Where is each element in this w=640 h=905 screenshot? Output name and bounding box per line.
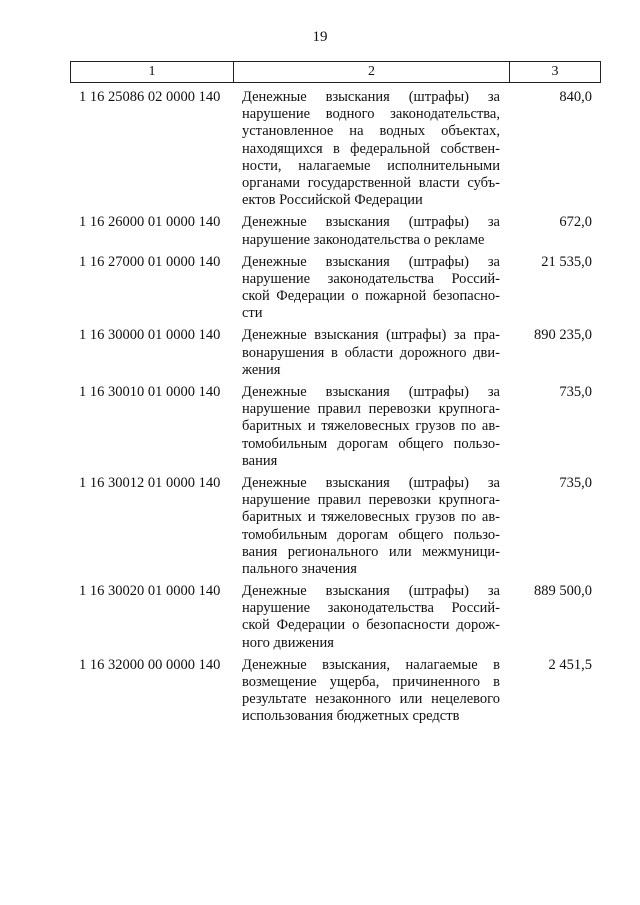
description-line: Денежные взыскания (штрафы) за пра- — [242, 327, 500, 344]
description-line: пального значения — [242, 560, 357, 577]
budget-code-cell: 1 16 30000 01 0000 140 — [79, 327, 221, 344]
description-cell — [233, 214, 500, 248]
description-line: ской Федерации о безопасности дорож- — [242, 617, 500, 634]
description-line: Денежные взыскания, налагаемые в — [242, 656, 500, 673]
description-line: нарушение законодательства Россий- — [242, 270, 500, 287]
description-cell — [233, 89, 500, 209]
description-line: Денежные взыскания (штрафы) за — [242, 384, 500, 400]
description-line: баритных и тяжеловесных грузов по ав- — [242, 418, 500, 435]
description-line: томобильным дорогам общего пользо- — [242, 526, 500, 543]
description-line: Денежные взыскания (штрафы) за — [242, 474, 500, 491]
table-row — [70, 89, 601, 209]
description-line: нарушение водного законодательства, — [242, 106, 500, 123]
table-body — [70, 89, 601, 731]
description-line: ности, налагаемые исполнительными — [242, 157, 500, 174]
budget-code-cell: 1 16 32000 00 0000 140 — [79, 656, 221, 673]
budget-code-cell: 1 16 30020 01 0000 140 — [79, 583, 221, 600]
amount-cell: 735,0 — [559, 384, 592, 400]
description-line: ного движения — [242, 634, 334, 651]
budget-code-cell: 1 16 30010 01 0000 140 — [79, 384, 221, 400]
description-line: вонарушения в области дорожного дви- — [242, 344, 500, 361]
amount-cell: 21 535,0 — [541, 253, 592, 270]
description-line: находящихся в федеральной собствен- — [242, 140, 500, 157]
table-row — [70, 583, 601, 652]
page-number: 19 — [312, 29, 328, 45]
description-line: органами государственной власти субъ- — [242, 174, 500, 191]
description-cell — [233, 657, 500, 726]
budget-code-cell: 1 16 30012 01 0000 140 — [79, 474, 221, 491]
description-cell — [233, 254, 500, 323]
description-line: томобильным дорогам общего пользо- — [242, 435, 500, 452]
table-row — [70, 327, 601, 379]
amount-cell: 889 500,0 — [534, 583, 592, 600]
table-row — [70, 254, 601, 323]
description-line: возмещение ущерба, причиненного в — [242, 674, 500, 690]
table-row — [70, 657, 601, 726]
description-line: установленное на водных объектах, — [242, 123, 500, 140]
description-line: нарушение законодательства о рекламе — [242, 231, 485, 248]
description-cell — [233, 384, 500, 470]
header-cell-description: 2 — [234, 62, 510, 82]
amount-cell: 2 451,5 — [548, 656, 592, 673]
description-line: результате незаконного или нецелевого — [242, 691, 500, 708]
description-line: использования бюджетных средств — [242, 708, 460, 725]
budget-code-cell: 1 16 27000 01 0000 140 — [79, 253, 221, 270]
description-line: нарушение правил перевозки крупнога- — [242, 492, 500, 509]
description-line: баритных и тяжеловесных грузов по ав- — [242, 509, 500, 526]
amount-cell: 735,0 — [559, 474, 592, 491]
description-line: вания регионального или межмуници- — [242, 543, 500, 560]
description-line: ской Федерации о пожарной безопасно- — [242, 288, 500, 305]
amount-cell: 672,0 — [559, 214, 592, 231]
description-line: Денежные взыскания (штрафы) за — [242, 253, 500, 270]
description-cell — [233, 327, 500, 379]
amount-cell: 840,0 — [559, 89, 592, 105]
table-header — [70, 61, 601, 83]
description-line: Денежные взыскания (штрафы) за — [242, 89, 500, 105]
budget-code-cell: 1 16 25086 02 0000 140 — [79, 89, 221, 105]
description-line: ектов Российской Федерации — [242, 192, 423, 209]
table-row — [70, 475, 601, 578]
description-line: нарушение законодательства Россий- — [242, 600, 500, 617]
amount-cell: 890 235,0 — [534, 327, 592, 344]
description-cell — [233, 475, 500, 578]
description-line: жения — [242, 361, 281, 378]
table-row — [70, 214, 601, 248]
header-cell-amount: 3 — [551, 64, 559, 79]
description-line: сти — [242, 305, 263, 322]
description-line: вания — [242, 452, 278, 469]
header-cell-code: 1 — [71, 62, 234, 82]
description-cell — [233, 583, 500, 652]
table-row — [70, 384, 601, 470]
budget-code-cell: 1 16 26000 01 0000 140 — [79, 214, 221, 231]
description-line: Денежные взыскания (штрафы) за — [242, 583, 500, 600]
description-line: нарушение правил перевозки крупнога- — [242, 401, 500, 418]
description-line: Денежные взыскания (штрафы) за — [242, 214, 500, 231]
